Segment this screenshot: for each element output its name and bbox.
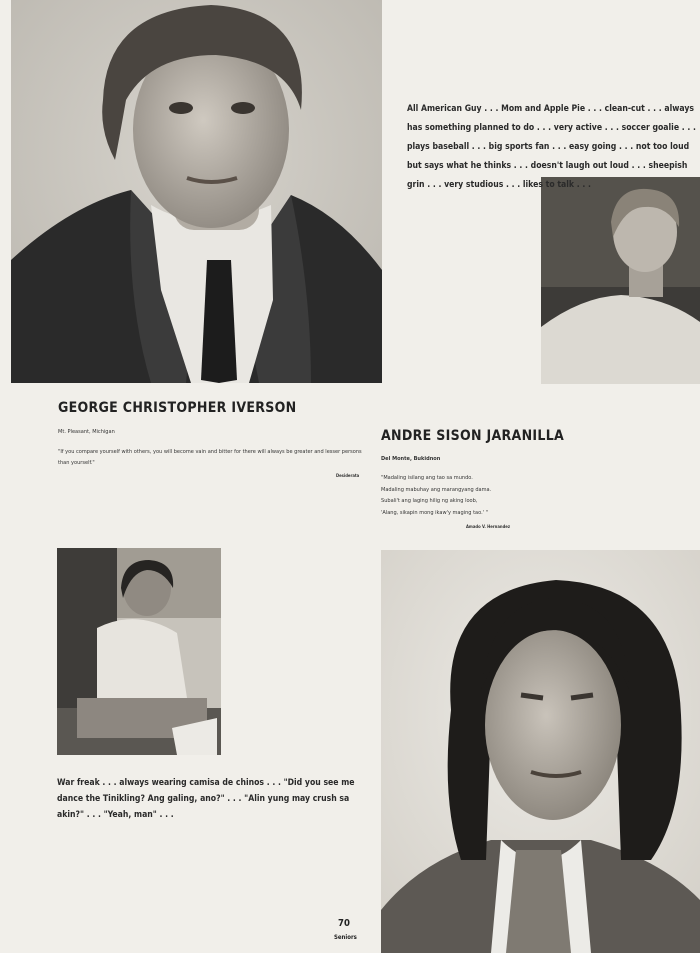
section-label: Seniors [334,934,357,941]
page-number: 70 [338,918,350,929]
andre-description: War freak . . . always wearing camisa de chinos . . . "Did you see me dance the Tinikling? Ang galing, ano?" . . . "Alin yung may crush sa akin?" . . . "Yeah, man" . . . [57,778,355,820]
andre-quote [381,473,641,519]
andre-name: ANDRE SISON JARANILLA [381,428,565,444]
andre-quote-line: "Madaling isilang ang tao sa mundo. [381,475,473,481]
andre-quote-source: Amado V. Hernandez [466,524,511,529]
george-name: GEORGE CHRISTOPHER IVERSON [58,400,297,416]
george-candid-photo [541,177,700,384]
george-portrait-photo [11,0,382,383]
george-quote-source: Desiderata [336,473,360,478]
andre-portrait-photo [381,550,700,953]
andre-hometown: Del Monte, Bukidnon [381,456,441,462]
george-description: All American Guy . . . Mom and Apple Pie . . . clean-cut . . . always has something planned to do . . . very active . . . soccer goalie . . . plays baseball . . . big sports fan . . . easy going . . . not too loud but says what he thinks . . . doesn't laugh out loud . . . sheepish grin . . . very studious . . . likes to talk . . . [407,104,696,190]
andre-candid-photo [57,548,221,755]
andre-quote-line: Subali't ang laging hilig ng aking loob, [381,498,478,504]
george-hometown: Mt. Pleasant, Michigan [58,429,115,435]
george-quote: "If you compare yourself with others, you will become vain and bitter for there will always be greater and lesser persons than yourself." [58,449,362,466]
andre-quote-line: 'Alang, sikapin mong ikaw'y maging tao.' " [381,509,489,516]
andre-quote-line: Madaling mabuhay ang marangyang dama. [381,486,492,493]
